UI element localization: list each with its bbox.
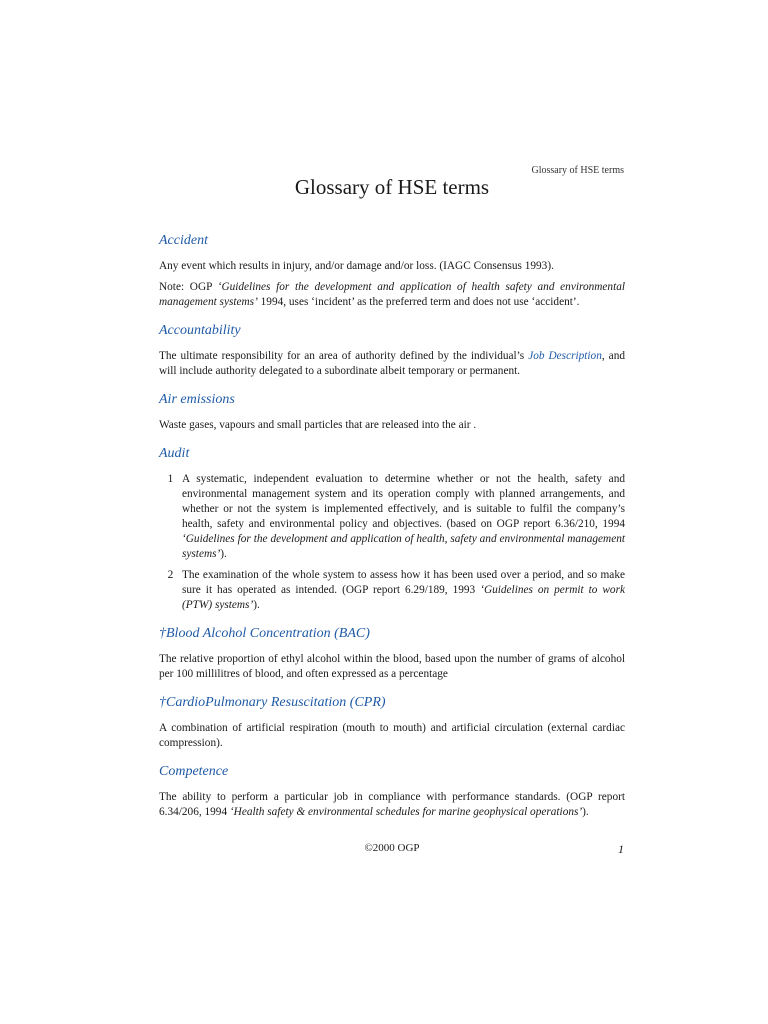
definition-cpr: A combination of artificial respiration (mouth to mouth) and artificial circulation (external cardiac compression). <box>159 722 625 749</box>
audit-item-1 <box>159 472 625 562</box>
definition-text: The ability to perform a particular job in compliance with performance standards. (OGP report 6.34/206, 1994 <box>159 791 625 818</box>
entry-accident <box>159 231 625 310</box>
note-citation: ‘Guidelines for the development and application of health safety and environmental management systems’ <box>159 281 626 308</box>
term-heading-accident: Accident <box>159 233 208 248</box>
entry-air-emissions <box>159 390 625 433</box>
definition-citation: ‘Health safety & environmental schedules for marine geophysical operations’ <box>229 806 583 818</box>
term-heading-accountability: Accountability <box>159 323 241 338</box>
term-heading-cpr: †CardioPulmonary Resuscitation (CPR) <box>159 695 386 710</box>
note-text: 1994, uses ‘incident’ as the preferred term and does not use ‘accident’. <box>257 296 580 308</box>
running-header: Glossary of HSE terms <box>531 165 624 176</box>
note-accident <box>159 280 625 310</box>
page-title: Glossary of HSE terms <box>294 175 490 199</box>
term-heading-competence: Competence <box>159 764 229 779</box>
entry-competence <box>159 762 625 820</box>
entry-audit <box>159 444 625 613</box>
term-heading-air-emissions: Air emissions <box>159 392 235 407</box>
item-text-plain: ). <box>253 599 260 611</box>
entry-bac <box>159 624 625 682</box>
item-text <box>182 568 625 613</box>
item-text-plain: ). <box>220 548 227 560</box>
item-text <box>182 472 625 562</box>
definition-accountability <box>159 349 625 379</box>
term-heading-bac: †Blood Alcohol Concentration (BAC) <box>159 626 370 641</box>
item-citation: ‘Guidelines on permit to work (PTW) systems’ <box>182 584 625 611</box>
job-description-link[interactable]: Job Description <box>528 350 602 362</box>
item-text-plain: A systematic, independent evaluation to determine whether or not the health, safety and environmental management system and its operation comply with planned arrangements, and whether or not the system is implemented effectively, and is suitable to fulfil the company’s health, safety and environmental policy and objectives. (based on OGP report 6.36/210, 1994 <box>182 473 625 530</box>
footer-copyright: ©2000 OGP <box>364 842 420 854</box>
definition-text: ). <box>582 806 589 818</box>
entry-accountability <box>159 321 625 379</box>
item-number: 1 <box>167 473 174 485</box>
definition-bac: The relative proportion of ethyl alcohol within the blood, based upon the number of grams of alcohol per 100 millilitres of blood, and often expressed as a percentage <box>159 653 625 680</box>
item-citation: ‘Guidelines for the development and application of health, safety and environmental management systems’ <box>182 533 625 560</box>
term-heading-audit: Audit <box>159 446 190 461</box>
definition-air-emissions: Waste gases, vapours and small particles that are released into the air . <box>159 419 477 431</box>
definition-competence <box>159 790 625 820</box>
definition-text: , and will include authority delegated to a subordinate albeit temporary or permanent. <box>159 350 625 377</box>
note-text: Note: OGP <box>159 281 218 293</box>
definition-text: The ultimate responsibility for an area of authority defined by the individual’s <box>159 350 529 362</box>
audit-item-2 <box>159 568 625 613</box>
item-text-plain: The examination of the whole system to assess how it has been used over a period, and so make sure it has operated as intended. (OGP report 6.29/189, 1993 <box>182 569 625 596</box>
item-number: 2 <box>167 569 174 581</box>
entry-cpr <box>159 693 625 751</box>
glossary-content <box>159 231 625 831</box>
page-number: 1 <box>618 842 624 856</box>
definition-accident: Any event which results in injury, and/or damage and/or loss. (IAGC Consensus 1993). <box>159 260 554 272</box>
